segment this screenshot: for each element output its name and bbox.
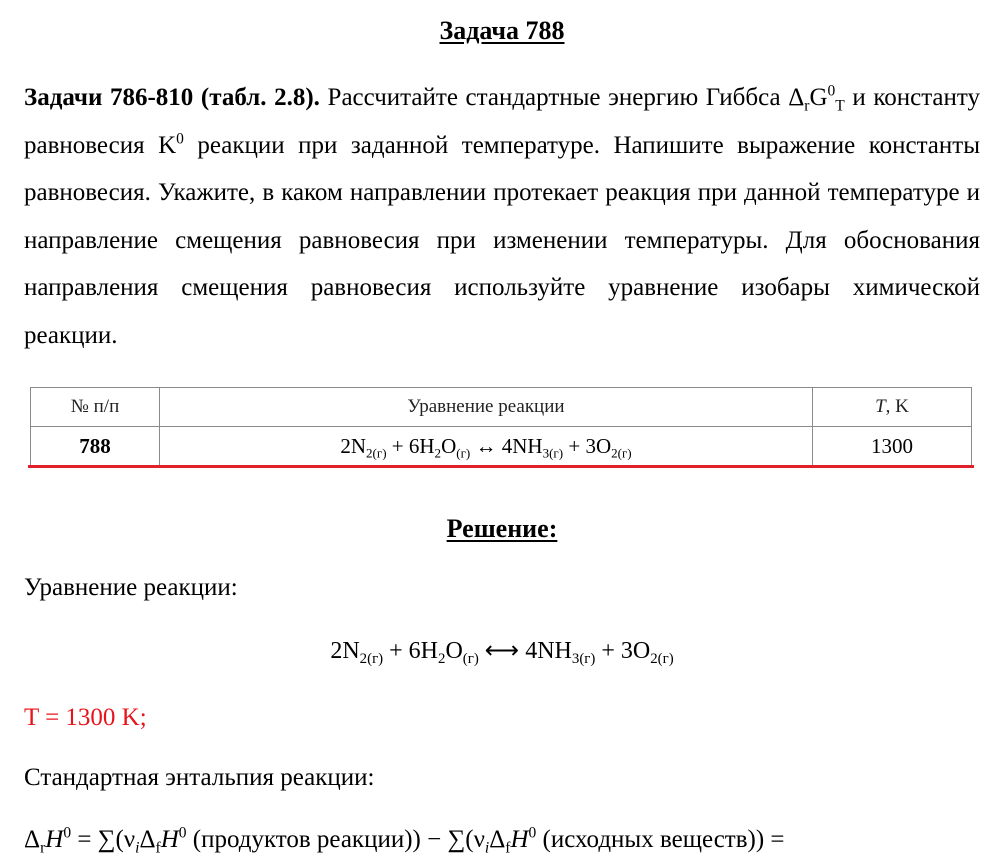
header-t-unit: , K [885, 396, 909, 417]
table-header-row [31, 388, 972, 427]
table-header-number: № п/п [31, 388, 160, 427]
problem-text-1: Рассчитайте стандартные энергию Гиббса Δ [319, 84, 805, 111]
row-number: 788 [31, 427, 160, 466]
gibbs-g: G [809, 84, 828, 111]
red-underline-divider [28, 465, 974, 468]
problem-statement [24, 74, 980, 359]
task-title: Задача 788 [439, 16, 565, 45]
equation-label: Уравнение реакции: [24, 574, 238, 601]
gibbs-sub-t: T [835, 97, 845, 115]
table-header-temperature [813, 388, 972, 427]
gibbs-sub-r: r [804, 97, 810, 115]
table-row [31, 427, 972, 466]
k-sup-0: 0 [176, 130, 184, 148]
problem-text-2: и константу равновесия K [24, 84, 981, 159]
problem-lead: Задачи 786-810 (табл. 2.8). [24, 84, 320, 111]
reaction-equation: $2N_{2(г)} + 6H_2O_{(г)}$ ⟷ $4NH_{3(г)} + 3O_{2(г)}$ [330, 636, 674, 668]
temperature-line: T = 1300 K; [24, 704, 147, 731]
double-arrow-icon: ⟷ [484, 636, 520, 664]
header-t-symbol: T [875, 396, 886, 417]
enthalpy-formula: $\Delta_rH^0 = \sum(\nu_i\Delta_fH^0$ (продуктов реакции)) − $\sum(\nu_i\Delta_fH^0$ (исходных веществ)) = [24, 824, 785, 857]
row-equation: $2N_{2(г)} + 6H_2O_{(г)}$ ↔ $4NH_{3(г)} + 3O_{2(г)}$ [160, 427, 813, 466]
solution-title: Решение: [446, 514, 558, 543]
problem-text-3: реакции при заданной температуре. Напишите выражение константы равновесия. Укажите, в каком направлении протекает реакция при данной температуре и направление смещения равновесия при изменении температуры. Для обоснования направления смещения равновесия используйте уравнение изобары химической реакции. [24, 131, 981, 349]
reaction-table [30, 387, 972, 466]
gibbs-sup-0: 0 [827, 82, 836, 100]
enthalpy-label: Стандартная энтальпия реакции: [24, 764, 375, 791]
table-header-equation: Уравнение реакции [160, 388, 813, 427]
row-temperature: 1300 [813, 427, 972, 466]
